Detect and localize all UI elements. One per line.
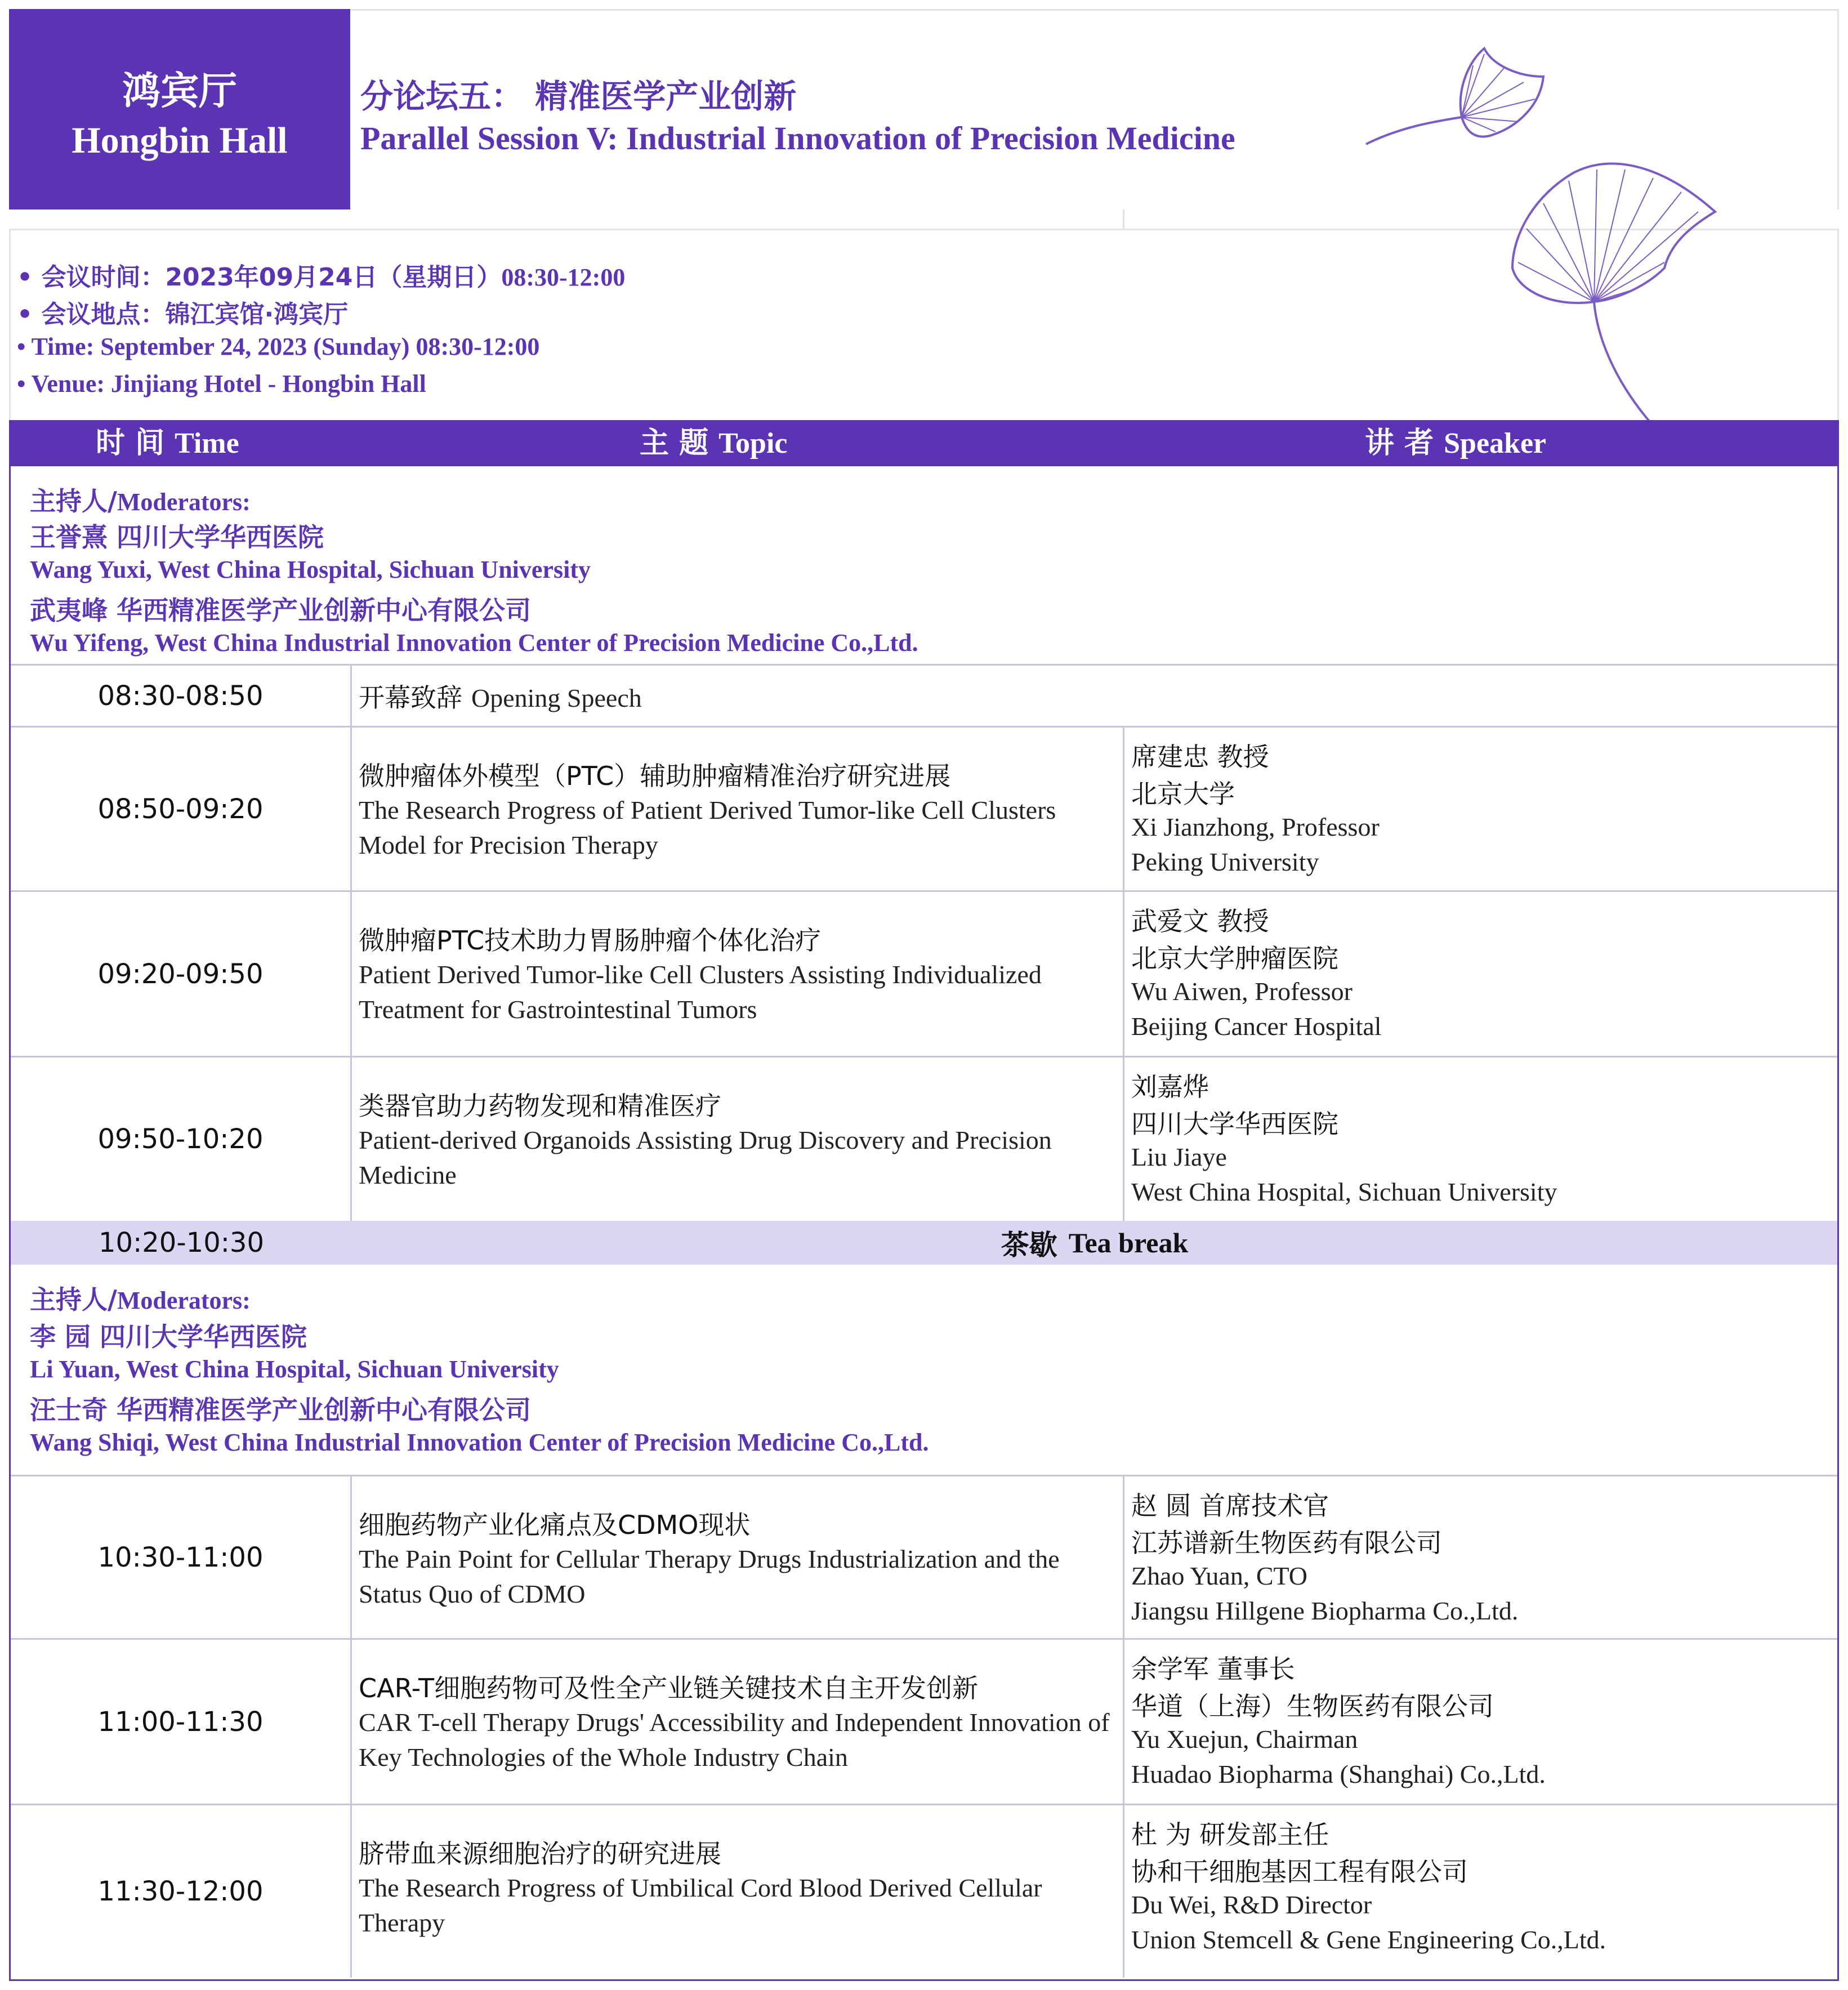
speaker-name-cn: 余学军 董事长 [1131,1654,1295,1684]
moderator-cn: 王誉熹 四川大学华西医院 [30,522,324,552]
speaker-cell [1124,728,1837,890]
speaker-name-en: Wu Aiwen, Professor [1131,977,1352,1006]
speaker-name-cn: 武爱文 教授 [1131,906,1269,936]
meeting-time-cn: • 会议时间：2023年09月24日（星期日）08:30-12:00 [17,263,626,292]
speaker-cell [1124,1476,1837,1638]
topic-cell [352,1476,1124,1638]
speaker-org-cn: 北京大学肿瘤医院 [1131,943,1338,974]
session-title-en: Parallel Session V: Industrial Innovation of Precision Medicine [360,120,1235,157]
speaker-org-cn: 四川大学华西医院 [1131,1109,1338,1139]
moderator-en: Wu Yifeng, West China Industrial Innovation Center of Precision Medicine Co.,Ltd. [30,629,918,657]
speaker-cell [1124,1805,1837,1978]
meeting-venue-en: • Venue: Jinjiang Hotel - Hongbin Hall [17,370,426,398]
table-row [11,1058,1837,1221]
topic-cell [352,1640,1124,1804]
opening-topic: 开幕致辞 Opening Speech [359,682,642,713]
topic-title-en: The Pain Point for Cellular Therapy Drugs Industrialization and the Status Quo of CDMO [359,1545,1060,1608]
time-slot: 09:20-09:50 [11,892,352,1056]
topic-title-en: CAR T-cell Therapy Drugs' Accessibility and Independent Innovation of Key Technologies of the Whole Industry Chain [359,1708,1110,1772]
time-slot: 10:20-10:30 [99,1227,264,1259]
schedule-table [9,466,1839,1981]
column-header-topic: 主 题 Topic [640,426,788,460]
moderator-en: Wang Yuxi, West China Hospital, Sichuan University [30,556,591,583]
speaker-name-en: Du Wei, R&D Director [1131,1890,1372,1919]
topic-title-cn: CAR-T细胞药物可及性全产业链关键技术自主开发创新 [359,1673,979,1703]
speaker-org-cn: 协和干细胞基因工程有限公司 [1131,1857,1468,1887]
speaker-org-cn: 北京大学 [1131,779,1235,809]
speaker-name-en: Zhao Yuan, CTO [1131,1561,1308,1590]
topic-title-cn: 类器官助力药物发现和精准医疗 [359,1091,721,1121]
time-slot: 10:30-11:00 [11,1476,352,1638]
topic-title-en: Patient-derived Organoids Assisting Drug Discovery and Precision Medicine [359,1126,1052,1189]
moderator-cn: 李 园 四川大学华西医院 [30,1322,307,1352]
speaker-name-cn: 席建忠 教授 [1131,742,1269,772]
hall-name-block [9,9,350,209]
topic-title-cn: 脐带血来源细胞治疗的研究进展 [359,1839,721,1869]
table-header [9,420,1839,466]
moderator-cn: 武夷峰 华西精准医学产业创新中心有限公司 [30,595,532,626]
speaker-org-en: West China Hospital, Sichuan University [1131,1177,1557,1206]
leaf-stem-small [1366,117,1462,144]
moderators-block-2 [11,1265,1837,1476]
time-slot: 11:00-11:30 [11,1640,352,1804]
topic-cell [352,728,1124,890]
topic-title-en: The Research Progress of Umbilical Cord Blood Derived Cellular Therapy [359,1873,1042,1937]
table-row [11,728,1837,892]
speaker-name-cn: 杜 为 研发部主任 [1131,1819,1329,1850]
moderators-label: 主持人/Moderators: [30,486,251,516]
moderators-label: 主持人/Moderators: [30,1284,251,1315]
moderators-block-1 [11,466,1837,666]
topic-cell [352,892,1124,1056]
column-header-speaker: 讲 者 Speaker [1365,426,1547,460]
divider [1123,209,1124,230]
meeting-time-en: • Time: September 24, 2023 (Sunday) 08:30-12:00 [17,333,540,360]
tea-break-row [11,1221,1837,1265]
speaker-name-en: Xi Jianzhong, Professor [1131,813,1380,841]
topic-title-cn: 微肿瘤体外模型（PTC）辅助肿瘤精准治疗研究进展 [359,761,951,791]
meeting-venue-cn: • 会议地点：锦江宾馆·鸿宾厅 [17,300,349,329]
speaker-org-en: Peking University [1131,847,1319,876]
speaker-org-en: Union Stemcell & Gene Engineering Co.,Ltd. [1131,1925,1606,1954]
topic-cell [352,1805,1124,1978]
time-slot: 08:50-09:20 [11,728,352,890]
speaker-org-en: Huadao Biopharma (Shanghai) Co.,Ltd. [1131,1760,1546,1788]
speaker-name-cn: 刘嘉烨 [1131,1072,1209,1102]
table-row [11,1476,1837,1640]
speaker-org-cn: 江苏谱新生物医药有限公司 [1131,1528,1442,1558]
topic-title-cn: 细胞药物产业化痛点及CDMO现状 [359,1510,751,1540]
ginkgo-leaf-illustration [1349,43,1743,437]
topic-title-en: Patient Derived Tumor-like Cell Clusters Assisting Individualized Treatment for Gastrointestinal Tumors [359,960,1042,1024]
speaker-name-en: Liu Jiaye [1131,1143,1227,1171]
hall-name-en: Hongbin Hall [72,120,288,161]
speaker-org-en: Beijing Cancer Hospital [1131,1012,1382,1041]
moderator-en: Li Yuan, West China Hospital, Sichuan University [30,1355,559,1383]
table-row [11,666,1837,728]
session-title-cn: 分论坛五： 精准医学产业创新 [360,77,797,115]
agenda-page [9,9,1839,1981]
topic-cell [352,1058,1124,1221]
speaker-org-cn: 华道（上海）生物医药有限公司 [1131,1691,1494,1721]
time-slot: 09:50-10:20 [11,1058,352,1221]
time-slot: 11:30-12:00 [11,1805,352,1978]
table-row [11,1640,1837,1805]
hall-name-cn: 鸿宾厅 [122,69,237,114]
topic-title-cn: 微肿瘤PTC技术助力胃肠肿瘤个体化治疗 [359,925,822,956]
moderator-en: Wang Shiqi, West China Industrial Innovation Center of Precision Medicine Co.,Ltd. [30,1429,929,1456]
table-row [11,892,1837,1058]
speaker-name-cn: 赵 圆 首席技术官 [1131,1491,1329,1521]
speaker-org-en: Jiangsu Hillgene Biopharma Co.,Ltd. [1131,1596,1519,1625]
time-slot: 08:30-08:50 [11,666,352,726]
speaker-name-en: Yu Xuejun, Chairman [1131,1725,1358,1753]
topic-title-en: The Research Progress of Patient Derived Tumor-like Cell Clusters Model for Precision Therapy [359,796,1056,859]
speaker-cell [1124,1058,1837,1221]
moderator-cn: 汪士奇 华西精准医学产业创新中心有限公司 [30,1395,532,1425]
column-header-time: 时 间 Time [96,426,239,460]
speaker-cell [1124,1640,1837,1804]
speaker-cell [1124,892,1837,1056]
tea-break-label: 茶歇 Tea break [1001,1227,1189,1261]
table-row [11,1805,1837,1978]
topic-cell [352,666,1837,726]
